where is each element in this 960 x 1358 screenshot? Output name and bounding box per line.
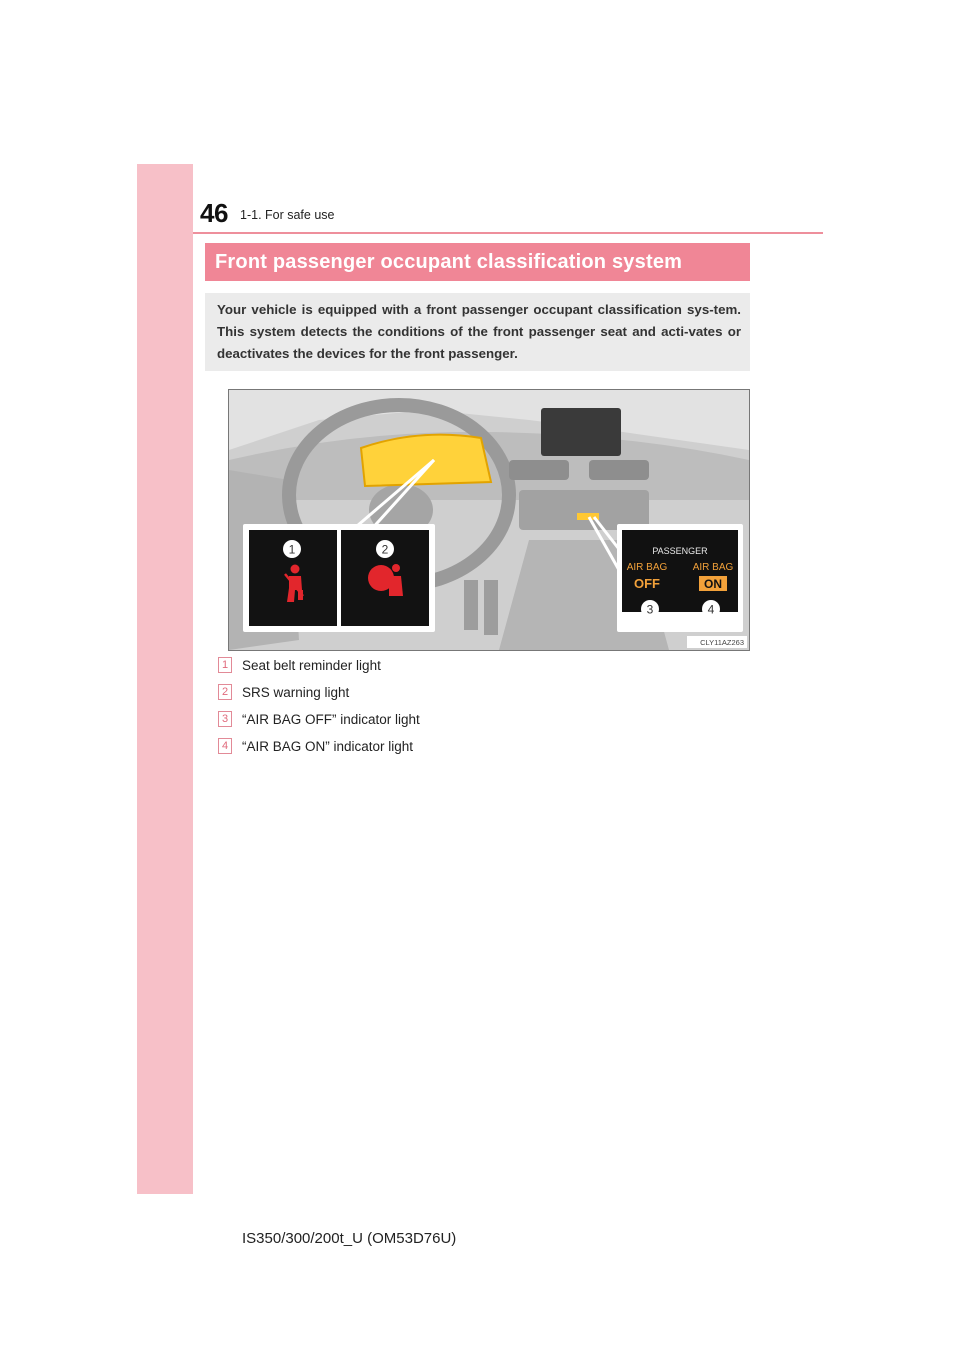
page-number: 46 bbox=[200, 198, 228, 228]
legend-item-3 bbox=[218, 709, 420, 729]
callout-1: 1 bbox=[288, 542, 296, 557]
legend-text: Seat belt reminder light bbox=[242, 657, 381, 673]
legend-number: 2 bbox=[218, 684, 232, 700]
callout-3: 3 bbox=[646, 602, 654, 617]
chapter-side-tab bbox=[137, 164, 193, 1194]
legend-text: “AIR BAG ON” indicator light bbox=[242, 738, 414, 754]
callout-2: 2 bbox=[381, 542, 389, 557]
header-divider bbox=[193, 232, 823, 234]
callout-4: 4 bbox=[707, 602, 715, 617]
intro-text: Your vehicle is equipped with a front passenger occupant classification sys-tem. This system detects the conditions of the front passenger seat and acti-vates or deactivates the devices for the front passenger. bbox=[217, 302, 741, 361]
dashboard-illustration bbox=[228, 389, 750, 651]
legend-item-4 bbox=[218, 736, 413, 756]
airbag-on-state: ON bbox=[704, 577, 722, 591]
section-label: 1-1. For safe use bbox=[240, 208, 335, 222]
indicator-title: PASSENGER bbox=[652, 546, 708, 556]
figure-code: CLY11AZ263 bbox=[700, 638, 744, 647]
legend-number: 1 bbox=[218, 657, 232, 673]
airbag-on-label: AIR BAG bbox=[692, 562, 734, 573]
legend-text: “AIR BAG OFF” indicator light bbox=[242, 711, 420, 727]
dashboard-svg bbox=[229, 390, 749, 650]
legend-item-2 bbox=[218, 682, 349, 702]
legend-text: SRS warning light bbox=[242, 684, 350, 700]
document-footer: IS350/300/200t_U (OM53D76U) bbox=[242, 1230, 457, 1247]
legend-number: 4 bbox=[218, 738, 232, 754]
legend-number: 3 bbox=[218, 711, 232, 727]
airbag-off-label: AIR BAG bbox=[626, 562, 668, 573]
legend-item-1 bbox=[218, 655, 381, 675]
section-title: Front passenger occupant classification system bbox=[215, 250, 683, 273]
intro-box bbox=[205, 293, 750, 371]
airbag-off-state: OFF bbox=[634, 576, 660, 591]
section-title-bar bbox=[205, 243, 750, 281]
